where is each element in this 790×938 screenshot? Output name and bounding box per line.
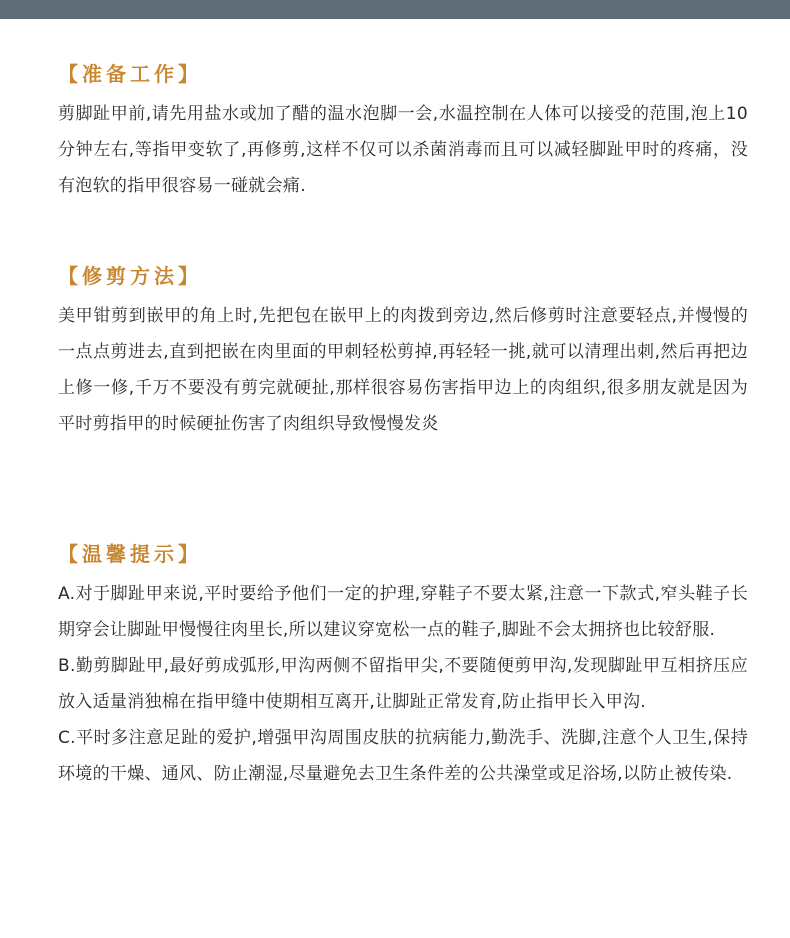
section-trimming-method xyxy=(58,262,748,442)
heading-title: 准备工作 xyxy=(82,62,178,86)
heading-bracket-right: 】 xyxy=(178,542,202,566)
heading-bracket-left: 【 xyxy=(58,264,82,288)
tip-paragraph-c: C.平时多注意足趾的爱护,增强甲沟周围皮肤的抗病能力,勤洗手、洗脚,注意个人卫生,保持环境的干燥、通风、防止潮湿,尽量避免去卫生条件差的公共澡堂或足浴场,以防止被传染. xyxy=(58,728,748,784)
section-preparation xyxy=(58,60,748,204)
tip-paragraph-a: A.对于脚趾甲来说,平时要给予他们一定的护理,穿鞋子不要太紧,注意一下款式,窄头鞋子长期穿会让脚趾甲慢慢往肉里长,所以建议穿宽松一点的鞋子,脚趾不会太拥挤也比较舒服. xyxy=(58,584,748,640)
tip-paragraph-b: B.勤剪脚趾甲,最好剪成弧形,甲沟两侧不留指甲尖,不要随便剪甲沟,发现脚趾甲互相挤压应放入适量消独棉在指甲缝中使期相互离开,让脚趾正常发育,防止指甲长入甲沟. xyxy=(58,656,748,712)
heading-bracket-right: 】 xyxy=(178,62,202,86)
heading-title: 修剪方法 xyxy=(82,264,178,288)
heading-title: 温馨提示 xyxy=(82,542,178,566)
section-heading xyxy=(58,540,748,568)
section-paragraph: 美甲钳剪到嵌甲的角上时,先把包在嵌甲上的肉拨到旁边,然后修剪时注意要轻点,并慢慢的一点点剪进去,直到把嵌在肉里面的甲刺轻松剪掉,再轻轻一挑,就可以清理出刺,然后再把边上修一修,千万不要没有剪完就硬扯,那样很容易伤害指甲边上的肉组织,很多朋友就是因为平时剪指甲的时候硬扯伤害了肉组织导致慢慢发炎 xyxy=(58,306,748,434)
section-paragraph: 剪脚趾甲前,请先用盐水或加了醋的温水泡脚一会,水温控制在人体可以接受的范围,泡上10分钟左右,等指甲变软了,再修剪,这样不仅可以杀菌消毒而且可以减轻脚趾甲时的疼痛，没有泡软的指甲很容易一碰就会痛. xyxy=(58,104,748,196)
top-banner xyxy=(0,0,790,19)
section-heading xyxy=(58,60,748,88)
heading-bracket-right: 】 xyxy=(178,264,202,288)
section-tips xyxy=(58,540,748,792)
heading-bracket-left: 【 xyxy=(58,542,82,566)
heading-bracket-left: 【 xyxy=(58,62,82,86)
section-heading xyxy=(58,262,748,290)
